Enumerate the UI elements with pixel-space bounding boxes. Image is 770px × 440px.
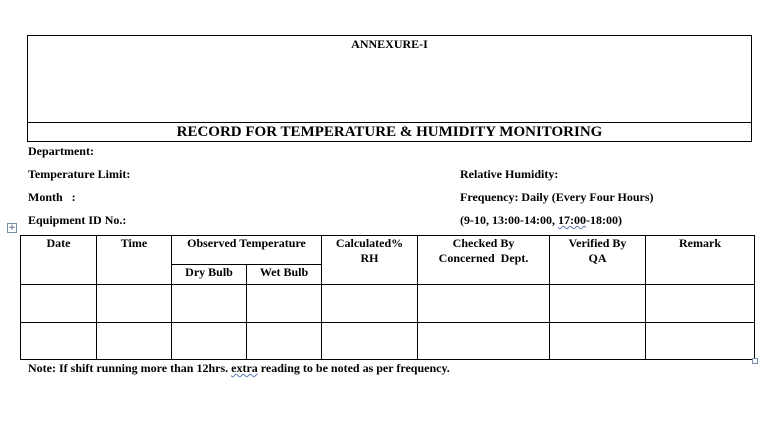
table-cell[interactable]	[247, 285, 322, 322]
table-header-row	[21, 236, 755, 265]
month-label: Month :	[28, 190, 76, 204]
checked-by-line2: Concerned Dept.	[438, 251, 529, 265]
verified-by-line2: QA	[588, 251, 607, 265]
header-verified-by	[550, 236, 646, 285]
note-spellcheck-word: extra	[231, 361, 258, 375]
table-cell[interactable]	[322, 285, 418, 322]
equipment-id-label: Equipment ID No.:	[28, 213, 127, 227]
header-dry-bulb: Dry Bulb	[172, 265, 247, 285]
table-row	[21, 322, 755, 359]
header-date: Date	[21, 236, 97, 285]
monitoring-log-table	[20, 235, 755, 360]
table-cell[interactable]	[418, 285, 550, 322]
table-cell[interactable]	[550, 322, 646, 359]
note-prefix: Note: If shift running more than 12hrs.	[28, 361, 232, 375]
calculated-rh-line1: Calculated%	[335, 236, 404, 250]
note-suffix: reading to be noted as per frequency.	[257, 361, 450, 375]
table-cell[interactable]	[21, 322, 97, 359]
header-calculated-rh	[322, 236, 418, 285]
table-cell[interactable]	[172, 285, 247, 322]
relative-humidity-label: Relative Humidity:	[460, 167, 559, 181]
department-label: Department:	[28, 144, 94, 158]
table-cell[interactable]	[21, 285, 97, 322]
table-cell[interactable]	[172, 322, 247, 359]
table-cell[interactable]	[646, 285, 755, 322]
table-move-icon[interactable]: +	[8, 223, 16, 233]
hours-suffix: -18:00)	[585, 213, 622, 227]
verified-by-line1: Verified By	[568, 236, 627, 250]
hours-spellcheck-word: 17:00	[557, 213, 586, 227]
frequency-hours	[460, 213, 622, 228]
header-remark: Remark	[646, 236, 755, 285]
record-title: RECORD FOR TEMPERATURE & HUMIDITY MONITORING	[27, 122, 752, 142]
header-wet-bulb: Wet Bulb	[247, 265, 322, 285]
table-cell[interactable]	[550, 285, 646, 322]
table-cell[interactable]	[97, 322, 172, 359]
checked-by-line1: Checked By	[452, 236, 515, 250]
table-cell[interactable]	[247, 322, 322, 359]
header-checked-by	[418, 236, 550, 285]
footnote	[28, 361, 450, 376]
table-resize-icon[interactable]	[752, 358, 758, 364]
annexure-header-box	[27, 35, 752, 123]
table-cell[interactable]	[322, 322, 418, 359]
header-time: Time	[97, 236, 172, 285]
header-observed-temperature: Observed Temperature	[172, 236, 322, 265]
table-row	[21, 285, 755, 322]
calculated-rh-line2: RH	[360, 251, 379, 265]
table-cell[interactable]	[418, 322, 550, 359]
temperature-limit-label: Temperature Limit:	[28, 167, 131, 181]
annexure-label: ANNEXURE-I	[351, 37, 428, 51]
hours-prefix: (9-10, 13:00-14:00,	[460, 213, 558, 227]
table-cell[interactable]	[97, 285, 172, 322]
table-cell[interactable]	[646, 322, 755, 359]
frequency-label: Frequency: Daily (Every Four Hours)	[460, 190, 654, 204]
